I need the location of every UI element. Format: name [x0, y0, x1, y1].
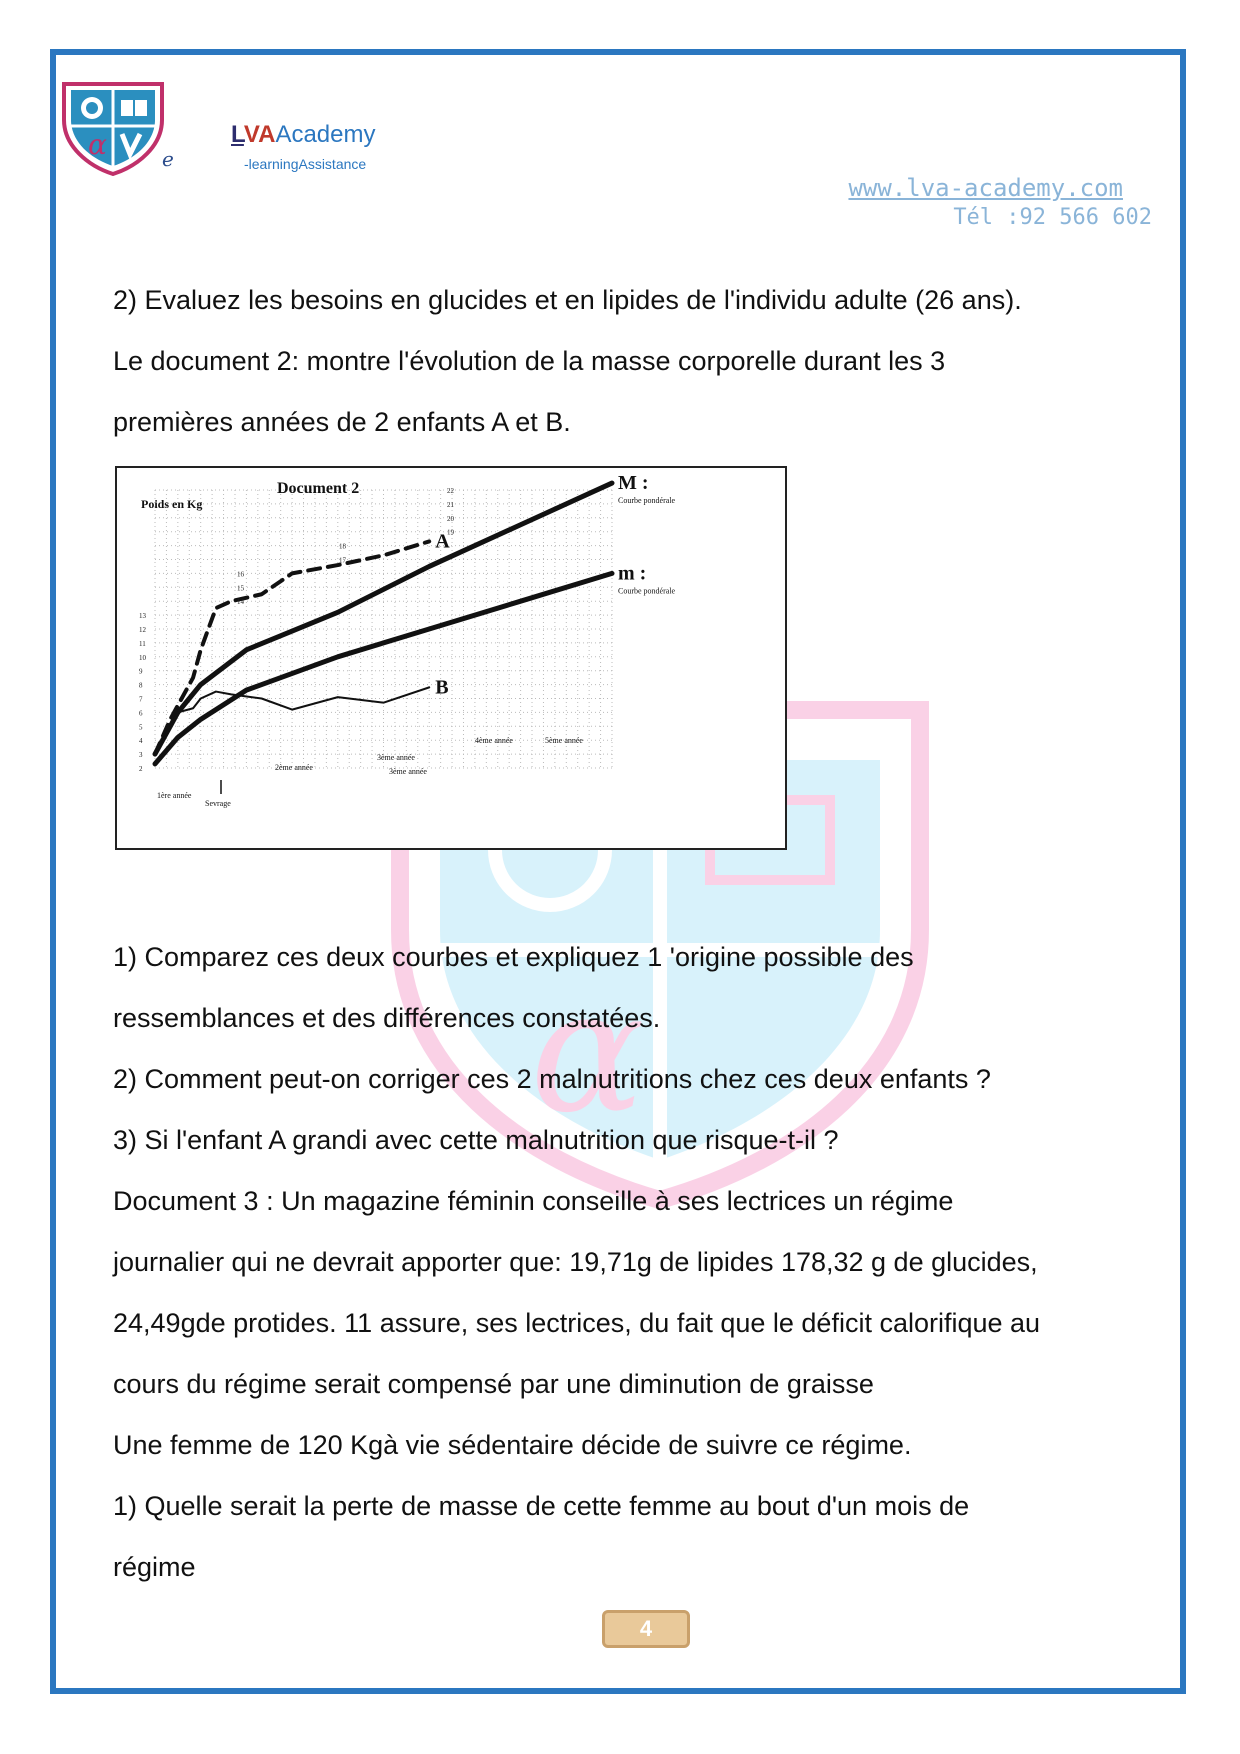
question-line-2: ressemblances et des différences constatées. — [113, 1003, 661, 1033]
y-tick-label: 16 — [237, 570, 244, 579]
y-tick-label: 18 — [339, 542, 346, 551]
website-link[interactable]: www.lva-academy.com — [848, 174, 1123, 202]
svg-text:α: α — [88, 128, 107, 161]
brand-l: L — [231, 121, 244, 148]
y-tick-label: 19 — [447, 528, 454, 537]
document-2-chart — [115, 466, 787, 850]
series-label: A — [435, 530, 450, 553]
y-tick-label: 10 — [139, 653, 146, 662]
y-tick-label: 13 — [139, 612, 146, 621]
series-label: M : — [618, 472, 649, 495]
lva-logo — [58, 80, 168, 176]
y-tick-label: 21 — [447, 500, 454, 509]
question-line-7: 24,49gde protides. 11 assure, ses lectrices, du fait que le déficit calorifique au — [113, 1308, 1041, 1338]
brand-academy: Academy — [275, 121, 376, 148]
y-tick-label: 15 — [237, 584, 244, 593]
intro-line-1: 2) Evaluez les besoins en glucides et en lipides de l'individu adulte (26 ans). — [113, 285, 1022, 315]
y-tick-label: 2 — [139, 765, 143, 773]
question-line-1: 1) Comparez ces deux courbes et expliquez 1 'origine possible des — [113, 942, 914, 972]
question-line-11: régime — [113, 1552, 196, 1582]
question-line-6: journalier qui ne devrait apporter que: 19,71g de lipides 178,32 g de glucides, — [113, 1247, 1038, 1277]
y-tick-label: 11 — [139, 639, 146, 648]
page-number: 4 — [602, 1610, 690, 1648]
x-axis-label: 5ème année — [545, 736, 583, 745]
y-tick-label: 9 — [139, 667, 143, 676]
y-tick-label: 3 — [139, 751, 143, 760]
brand-tagline: -learningAssistance — [244, 156, 367, 172]
x-axis-label: 4ème année — [475, 736, 513, 745]
y-tick-label: 7 — [139, 695, 143, 704]
question-line-5: Document 3 : Un magazine féminin conseille à ses lectrices un régime — [113, 1186, 954, 1216]
svg-text:α: α — [530, 953, 645, 1151]
y-tick-label: 14 — [237, 598, 244, 607]
brand-va: VA — [243, 121, 276, 148]
x-axis-label: 3ème année — [389, 767, 427, 776]
chart-svg — [117, 468, 785, 848]
x-axis-label: 2ème année — [275, 763, 313, 772]
question-line-8: cours du régime serait compensé par une diminution de graisse — [113, 1369, 874, 1399]
intro-line-2: Le document 2: montre l'évolution de la masse corporelle durant les 3 — [113, 346, 946, 376]
phone-number: Tél :92 566 602 — [953, 205, 1152, 230]
question-line-4: 3) Si l'enfant A grandi avec cette malnutrition que risque-t-il ? — [113, 1125, 839, 1155]
series-sublabel: Courbe pondérale — [618, 586, 676, 596]
y-tick-label: 5 — [139, 723, 143, 732]
chart-title: Document 2 — [277, 480, 360, 497]
y-tick-label: 17 — [339, 556, 346, 565]
question-line-10: 1) Quelle serait la perte de masse de cette femme au bout d'un mois de — [113, 1491, 970, 1521]
y-tick-label: 20 — [447, 514, 454, 523]
question-line-3: 2) Comment peut-on corriger ces 2 malnutritions chez ces deux enfants ? — [113, 1064, 991, 1094]
y-tick-label: 22 — [447, 487, 454, 495]
y-axis-label: Poids en Kg — [141, 497, 203, 511]
series-sublabel: Courbe pondérale — [618, 496, 676, 506]
y-tick-label: 8 — [139, 681, 143, 690]
y-tick-label: 12 — [139, 626, 146, 634]
brand-name — [231, 121, 376, 149]
y-tick-label: 6 — [139, 709, 143, 718]
y-tick-label: 4 — [139, 737, 143, 746]
question-line-9: Une femme de 120 Kgà vie sédentaire décide de suivre ce régime. — [113, 1430, 912, 1460]
x-axis-label: 3ème année — [377, 753, 415, 762]
logo-letter: e — [162, 147, 174, 171]
x-axis-label: 1ère année — [157, 791, 192, 800]
chart-grid — [155, 490, 612, 768]
x-axis-label: Sevrage — [205, 799, 231, 808]
intro-line-3: premières années de 2 enfants A et B. — [113, 407, 571, 437]
series-label: B — [435, 676, 449, 699]
series-label: m : — [618, 562, 647, 585]
